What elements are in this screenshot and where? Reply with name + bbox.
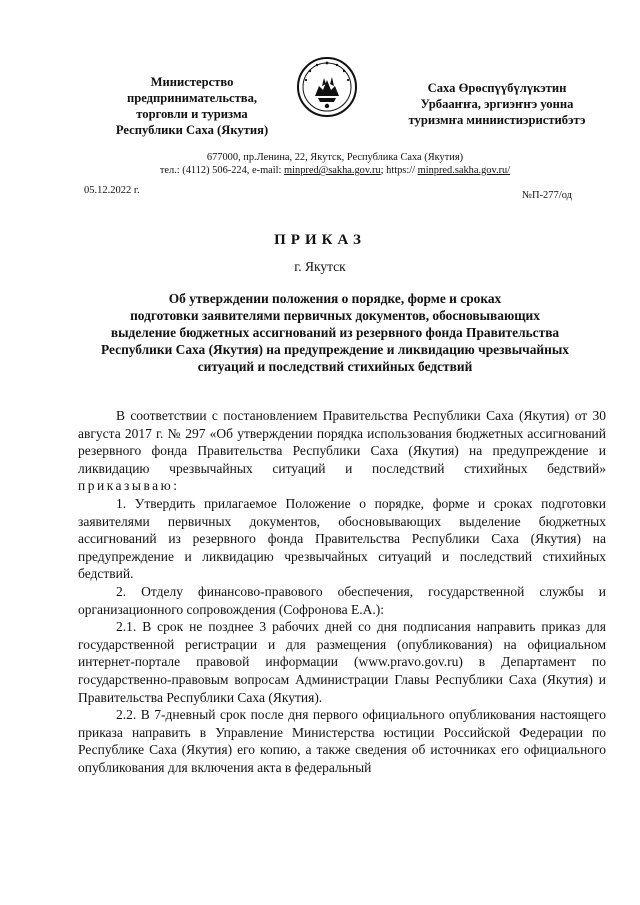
paragraph-2: 2. Отделу финансово-правового обеспечения, государственной службы и организационного сопровождения (Софронова Е.А.): [78,583,606,617]
ministry-line: Урбааҥҥа, эргиэҥҥэ уонна [420,97,574,111]
paragraph-1: 1. Утвердить прилагаемое Положение о порядке, форме и сроках подготовки заявителями первичных документов, обосновывающих выделение бюджетных ассигнований из резервного фонда Правительства Республики Саха (Якутия) на предупреждение и ликвидацию чрезвычайных ситуаций и последствий стихийных бедствий. [78,495,606,582]
ministry-line: торговли и туризма [136,107,248,121]
order-word: приказываю: [78,478,180,494]
intro-text: В соответствии с постановлением Правительства Республики Саха (Якутия) от 30 августа 2017 г. № 297 «Об утверждении порядка использования бюджетных ассигнований резервного фонда Правительства Республики Саха (Якутия) на предупреждение и ликвидацию чрезвычайных ситуаций и последствий стихийных бедствий» [78,408,606,476]
contacts-line [100,164,570,177]
ministry-line: Саха Өрөспүүбүлүкэтин [427,81,567,95]
email-link[interactable]: minpred@sakha.gov.ru [284,165,381,176]
subject-line: выделение бюджетных ассигнований из резервного фонда Правительства [110,325,560,340]
ministry-line: Министерство [150,75,234,89]
address-block [100,151,570,177]
paragraph-2-1: 2.1. В срок не позднее 3 рабочих дней со дня подписания направить приказ для государственной регистрации и для размещения (опубликования) на официальном интернет-портале правовой информации (www.pravo.gov.ru) в Департамент по государственно-правовым вопросам Администрации Главы Республики Саха (Якутия) и Правительства Республики Саха (Якутия). [78,619,606,705]
contacts-separator: ; https:// [380,165,418,176]
sakha-coat-of-arms-icon [296,56,358,118]
ministry-name-yakut [392,80,602,128]
document-body [78,407,606,776]
ministry-line: предпринимательства, [126,91,258,105]
paragraph-2-2: 2.2. В 7-дневный срок после дня первого официального опубликования настоящего приказа направить в Управление Министерства юстиции Российской Федерации по Республике Саха (Якутия) его копию, а также сведения об источниках его официального опубликования для включения акта в федеральный [78,707,606,775]
ministry-name-russian [92,74,292,138]
subject-line: Республики Саха (Якутия) на предупреждение и ликвидацию чрезвычайных [101,342,569,357]
intro-paragraph [78,407,606,495]
ministry-line: Республики Саха (Якутия) [115,123,269,137]
ministry-line: туризмҥа миниистиэристибэтэ [408,113,586,127]
document-subject [70,290,600,375]
subject-line: Об утверждении положения о порядке, форме и сроках [168,291,502,306]
document-city: г. Якутск [294,259,346,274]
subject-line: подготовки заявителями первичных документов, обосновывающих [130,308,540,323]
subject-line: ситуаций и последствий стихийных бедствий [197,359,473,374]
document-date: 05.12.2022 г. [84,185,140,196]
website-link[interactable]: minpred.sakha.gov.ru/ [417,165,511,176]
phone-text: тел.: (4112) 506-224, e-mail: [159,165,285,176]
document-title: ПРИКАЗ [274,232,366,248]
document-number: №П-277/од [521,190,572,201]
postal-address: 677000, пр.Ленина, 22, Якутск, Республика Саха (Якутия) [206,152,464,163]
